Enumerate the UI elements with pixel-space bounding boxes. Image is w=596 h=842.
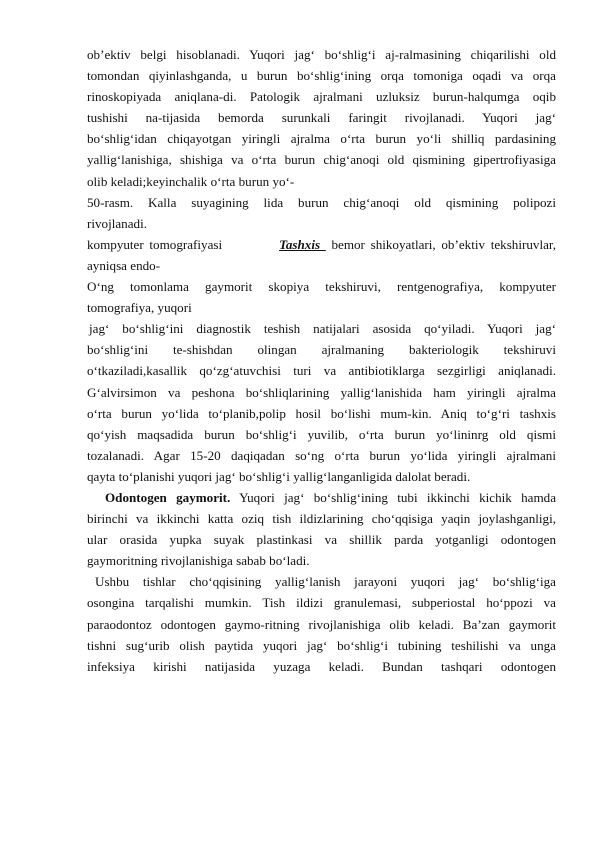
figure-caption-line: 50-rasm. Kalla suyagining lida burun chig‘anoqi old qismining polipozi: [87, 194, 556, 210]
text-line: tishni sug‘urib olish paytida yuqori jag‘ bo‘shlig‘i tubining teshilishi va unga: [87, 637, 556, 653]
text-line: tomografiya, yuqori: [87, 300, 192, 316]
text-line: rinoskopiyada aniqlana-di. Patologik ajralmani uzluksiz burun-halqumga oqib: [87, 89, 556, 105]
text-line: tomondan qiyinlashganda, u burun bo‘shlig‘ining orqa tomoniga oqadi va orqa: [87, 68, 556, 84]
text-line: o‘rta burun yo‘lida to‘planib,polip hosil bo‘lishi mum-kin. Aniq to‘g‘ri tashxis: [87, 405, 556, 421]
text-fragment: bemor shikoyatlari, ob’ektiv tekshiruvlar,: [325, 236, 556, 252]
text-line: rivojlanadi.: [87, 215, 147, 231]
text-line: o‘tkaziladi,kasallik qo‘zg‘atuvchisi turi va antibiotiklarga sezgirligi aniqlanadi.: [87, 363, 556, 379]
text-line: paraodontoz odontogen gaymo-ritning rivojlanishiga olib keladi. Ba’zan gaymorit: [87, 616, 556, 632]
document-page: [87, 44, 556, 677]
text-line: infeksiya kirishi natijasida yuzaga keladi. Bundan tashqari odontogen: [87, 658, 556, 674]
text-line: gaymoritning rivojlanishiga sabab bo‘ladi.: [87, 553, 310, 569]
text-line: yallig‘lanishiga, shishiga va o‘rta burun chig‘anoqi old qismining gipertrofiyasiga: [87, 152, 556, 168]
text-line: ayniqsa endo-: [87, 257, 161, 273]
section-heading: Odontogen gaymorit.: [105, 489, 231, 505]
text-line: bo‘shlig‘idan chiqayotgan yiringli ajralma o‘rta burun yo‘li shilliq pardasining: [87, 131, 556, 147]
text-line: qayta to‘planishi yuqori jag‘ bo‘shlig‘i yallig‘langanligida dalolat beradi.: [87, 468, 471, 484]
text-line: olib keladi;keyinchalik o‘rta burun yo‘-: [87, 173, 295, 189]
text-line: jag‘ bo‘shlig‘ini diagnostik teshish natijalari asosida qo‘yiladi. Yuqori jag‘: [89, 321, 556, 337]
text-line: osongina tarqalishi mumkin. Tish ildizi granulemasi, subperiostal ho‘ppozi va: [87, 595, 556, 611]
text-line: qo‘yish maqsadida burun bo‘shlig‘i yuvilib, o‘rta burun yo‘lininrg old qismi: [87, 426, 556, 442]
text-fragment: kompyuter tomografiyasi: [87, 236, 280, 252]
diagnosis-heading: Tashxis: [279, 236, 326, 252]
figure-caption-line: O‘ng tomonlama gaymorit skopiya tekshiruvi, rentgenografiya, kompyuter: [87, 279, 556, 295]
text-line: tozalanadi. Agar 15-20 daqiqadan so‘ng o‘rta burun yo‘lida yiringli ajralmani: [87, 447, 556, 463]
text-line: bo‘shlig‘ini te-shishdan olingan ajralmaning bakteriologik tekshiruvi: [87, 342, 556, 358]
text-line: G‘alvirsimon va peshona bo‘shliqlarining yallig‘lanishida ham yiringli ajralma: [87, 384, 556, 400]
text-fragment: Yuqori jag‘ bo‘shlig‘ining tubi ikkinchi kichik hamda: [230, 489, 556, 505]
text-line: birinchi va ikkinchi katta oziq tish ildizlarining cho‘qqisiga yaqin joylashganligi,: [87, 511, 556, 527]
section-heading-line: [87, 487, 556, 508]
text-line: tushishi na-tijasida bemorda surunkali faringit rivojlanadi. Yuqori jag‘: [87, 110, 556, 126]
text-line: Ushbu tishlar cho‘qqisining yallig‘lanish jarayoni yuqori jag‘ bo‘shlig‘iga: [95, 574, 556, 590]
text-line: ob’ektiv belgi hisoblanadi. Yuqori jag‘ bo‘shlig‘i aj-ralmasining chiqarilishi old: [87, 47, 556, 62]
text-line: ular orasida yupka suyak plastinkasi va shillik parda yotganligi odontogen: [87, 532, 556, 548]
diagnosis-line: [87, 234, 556, 255]
